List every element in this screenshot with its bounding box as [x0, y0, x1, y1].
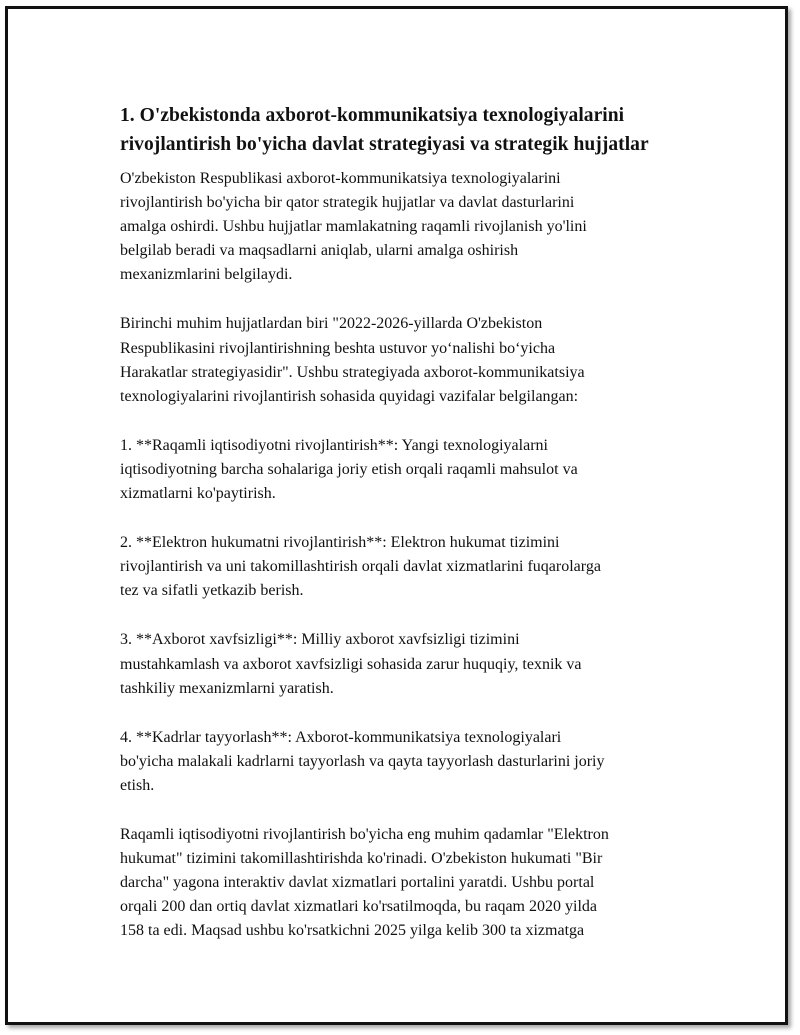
list-item-e-government: 2. **Elektron hukumatni rivojlantirish**: Elektron hukumat tizimini rivojlantirish va uni takomillashtirish orqali davlat xizmatlarini fuqarolarga tez va sifatli yetkazib berish. — [120, 534, 601, 600]
list-item-digital-economy: 1. **Raqamli iqtisodiyotni rivojlantirish**: Yangi texnologiyalarni iqtisodiyotning barcha sohalariga joriy etish orqali raqamli mahsulot va xizmatlarni ko'paytirish. — [120, 436, 578, 503]
document-content — [120, 101, 700, 943]
section-heading: 1. O'zbekistonda axborot-kommunikatsiya texnologiyalarini rivojlantirish bo'yicha davlat strategiyasi va strategik hujjatlar — [120, 105, 649, 155]
document-page — [5, 6, 788, 1025]
paragraph-strategy: Birinchi muhim hujjatlardan biri "2022-2026-yillarda O'zbekiston Respublikasini rivojlantirishning beshta ustuvor yoʻnalishi boʻyicha Harakatlar strategiyasidir". Ushbu strategiyada axborot-kommunikatsiya texnologiyalarini rivojlantirish sohasida quyidagi vazifalar belgilangan: — [120, 315, 585, 405]
list-item-personnel-training: 4. **Kadrlar tayyorlash**: Axborot-kommunikatsiya texnologiyalari bo'yicha malakali kadrlarni tayyorlash va qayta tayyorlash dasturlarini joriy etish. — [120, 728, 605, 794]
paragraph-intro: O'zbekiston Respublikasi axborot-kommunikatsiya texnologiyalarini rivojlantirish bo'yicha bir qator strategik hujjatlar va davlat dasturlarini amalga oshirdi. Ushbu hujjatlar mamlakatning raqamli rivojlanish yo'lini belgilab beradi va maqsadlarni aniqlab, ularni amalga oshirish mexanizmlarini belgilaydi. — [120, 170, 587, 284]
paragraph-digital-steps: Raqamli iqtisodiyotni rivojlantirish bo'yicha eng muhim qadamlar "Elektron hukumat" tizimini takomillashtirishda ko'rinadi. O'zbekiston hukumati "Bir darcha" yagona interaktiv davlat xizmatlari portalini yaratdi. Ushbu portal orqali 200 dan ortiq davlat xizmatlari ko'rsatilmoqda, bu raqam 2020 yilda 158 ta edi. Maqsad ushbu ko'rsatkichni 2025 yilga kelib 300 ta xizmatga — [120, 825, 609, 940]
list-item-information-security: 3. **Axborot xavfsizligi**: Milliy axborot xavfsizligi tizimini mustahkamlash va axborot xavfsizligi sohasida zarur huquqiy, texnik va tashkiliy mexanizmlarni yaratish. — [120, 631, 582, 697]
